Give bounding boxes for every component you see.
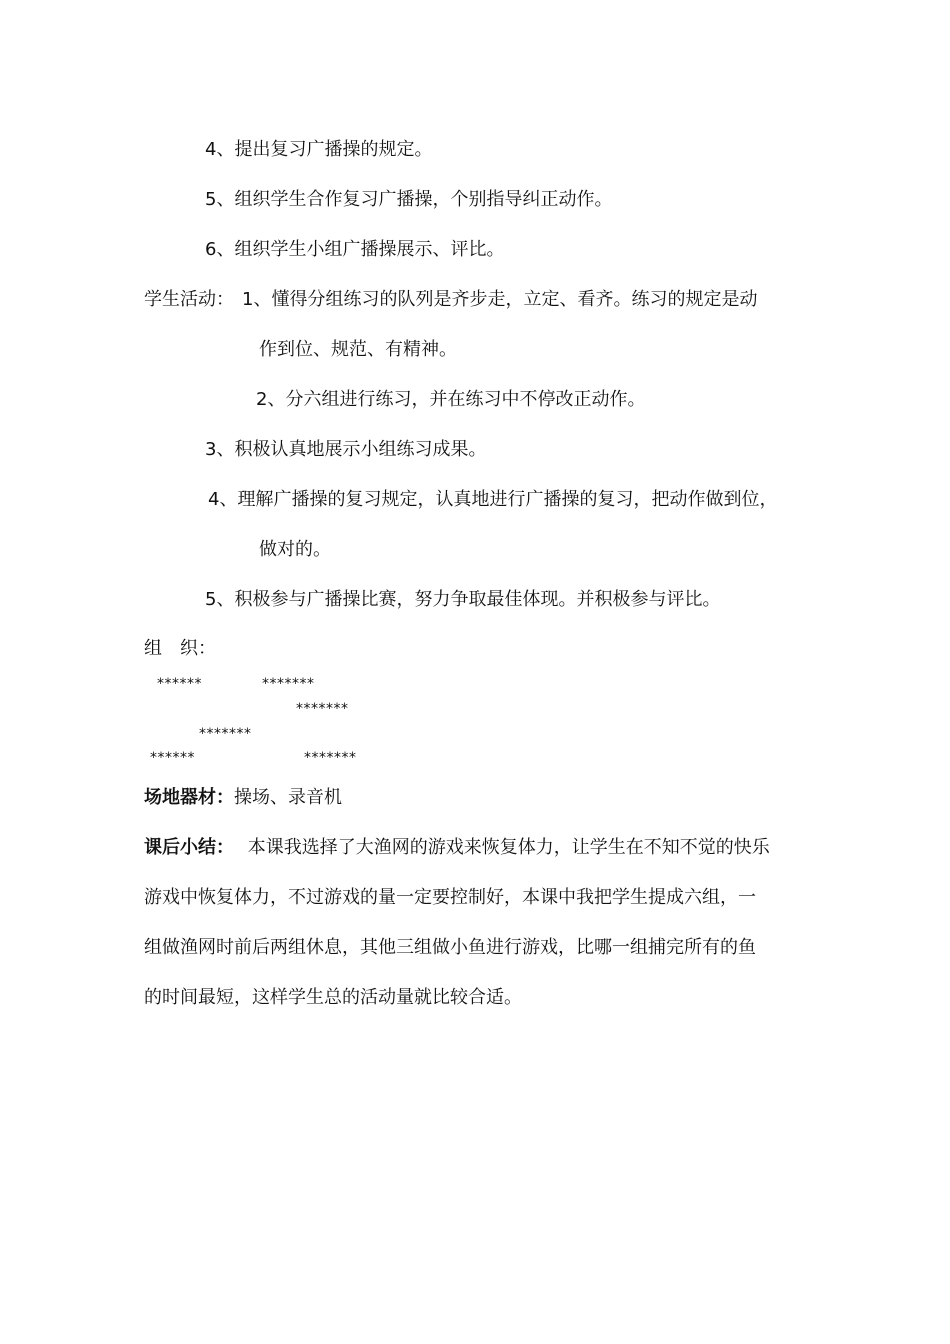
summary-label: 课后小结： bbox=[144, 837, 234, 858]
formation-row: ******* bbox=[304, 750, 357, 766]
student-activity-item-1-cont: 作到位、规范、有精神。 bbox=[259, 339, 457, 360]
student-activity-item-1: 1、懂得分组练习的队列是齐步走，立定、看齐。练习的规定是动 bbox=[242, 289, 758, 310]
formation-row: ******* bbox=[262, 676, 315, 692]
formation-row: ******* bbox=[199, 726, 252, 742]
student-activity-item-4: 4、理解广播操的复习规定，认真地进行广播操的复习，把动作做到位， bbox=[208, 489, 778, 510]
summary-line-3: 组做渔网时前后两组休息，其他三组做小鱼进行游戏，比哪一组捕完所有的鱼 bbox=[144, 937, 756, 958]
organization-label: 组 织： bbox=[144, 638, 216, 659]
venue-label: 场地器材： bbox=[144, 787, 234, 808]
teacher-step-6: 6、组织学生小组广播操展示、评比。 bbox=[205, 239, 505, 260]
teacher-step-4: 4、提出复习广播操的规定。 bbox=[205, 139, 433, 160]
student-activity-item-5: 5、积极参与广播操比赛，努力争取最佳体现。并积极参与评比。 bbox=[205, 589, 721, 610]
student-activity-item-2: 2、分六组进行练习，并在练习中不停改正动作。 bbox=[256, 389, 646, 410]
formation-row: ****** bbox=[157, 676, 202, 692]
summary-line-2: 游戏中恢复体力，不过游戏的量一定要控制好，本课中我把学生提成六组，一 bbox=[144, 887, 756, 908]
formation-row: ******* bbox=[296, 701, 349, 717]
student-activity-label: 学生活动： bbox=[144, 289, 234, 310]
venue-value: 操场、录音机 bbox=[234, 787, 342, 808]
student-activity-item-4-cont: 做对的。 bbox=[259, 539, 331, 560]
student-activity-item-3: 3、积极认真地展示小组练习成果。 bbox=[205, 439, 487, 460]
summary-line-1: 本课我选择了大渔网的游戏来恢复体力，让学生在不知不觉的快乐 bbox=[247, 837, 770, 858]
formation-row: ****** bbox=[150, 750, 195, 766]
teacher-step-5: 5、组织学生合作复习广播操，个别指导纠正动作。 bbox=[205, 189, 613, 210]
summary-line-4: 的时间最短，这样学生总的活动量就比较合适。 bbox=[144, 987, 522, 1008]
